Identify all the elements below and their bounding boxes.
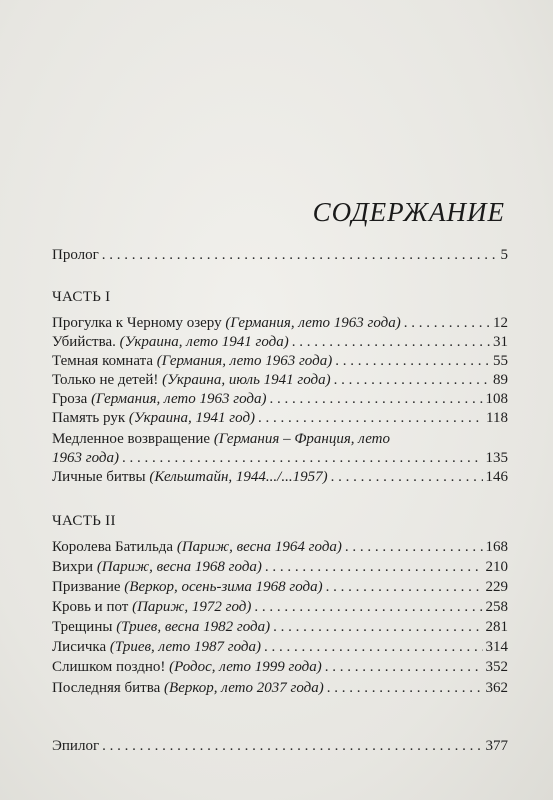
entry-page: 314 — [485, 639, 508, 655]
entry-title: Кровь и пот — [52, 599, 129, 615]
entry-note: (Германия, лето 1963 года) — [91, 391, 267, 407]
entry-note: (Триев, весна 1982 года) — [116, 619, 271, 635]
leader-dots — [345, 539, 483, 556]
entry-page: 229 — [485, 579, 508, 595]
leader-dots — [102, 247, 498, 264]
toc-entry — [52, 579, 508, 596]
toc-entry — [52, 469, 508, 486]
toc-entry — [52, 431, 508, 448]
entry-title: Прогулка к Черному озеру — [52, 315, 222, 331]
entry-page: 89 — [493, 372, 508, 388]
entry-title: Медленное возвращение — [52, 431, 211, 447]
entry-page: 258 — [485, 599, 508, 615]
entry-title: Пролог — [52, 247, 99, 263]
entry-title: Только не детей! — [52, 372, 159, 388]
part-2-label: ЧАСТЬ II — [52, 513, 116, 529]
toc-entry — [52, 353, 508, 370]
entry-note-continuation: 1963 года) — [52, 450, 119, 466]
part-1-label: ЧАСТЬ I — [52, 289, 111, 305]
leader-dots — [254, 599, 482, 616]
entry-title: Память рук — [52, 410, 126, 426]
leader-dots — [258, 410, 483, 427]
entry-title: Гроза — [52, 391, 88, 407]
entry-note: (Кельштайн, 1944.../...1957) — [149, 469, 328, 485]
entry-title: Призвание — [52, 579, 121, 595]
entry-page: 210 — [485, 559, 508, 575]
toc-entry — [52, 372, 508, 389]
entry-title: Последняя битва — [52, 680, 161, 696]
toc-entry — [52, 334, 508, 351]
entry-note: (Германия – Франция, лето — [213, 431, 391, 447]
leader-dots — [273, 619, 482, 636]
entry-note: (Украина, 1941 год) — [128, 410, 256, 426]
entry-page: 377 — [485, 738, 508, 754]
entry-page: 281 — [485, 619, 508, 635]
toc-entry — [52, 599, 508, 616]
entry-page: 118 — [486, 410, 508, 426]
entry-page: 55 — [493, 353, 508, 369]
entry-page: 31 — [493, 334, 508, 350]
entry-page: 362 — [485, 680, 508, 696]
entry-title: Темная комната — [52, 353, 154, 369]
toc-entry — [52, 659, 508, 676]
entry-title: Эпилог — [52, 738, 100, 754]
leader-dots — [334, 372, 490, 389]
leader-dots — [404, 315, 490, 332]
entry-page: 108 — [485, 391, 508, 407]
entry-note: (Веркор, лето 2037 года) — [164, 680, 324, 696]
leader-dots — [327, 680, 483, 697]
entry-note: (Германия, лето 1963 года) — [225, 315, 401, 331]
entry-page: 5 — [500, 247, 508, 263]
toc-entry-prologue — [52, 247, 508, 264]
leader-dots — [326, 579, 483, 596]
toc-entry — [52, 680, 508, 697]
entry-note: (Украина, июль 1941 года) — [162, 372, 331, 388]
entry-title: Слишком поздно! — [52, 659, 166, 675]
entry-title: Убийства. — [52, 334, 116, 350]
toc-entry — [52, 539, 508, 556]
toc-entry — [52, 559, 508, 576]
entry-note: (Веркор, осень-зима 1968 года) — [124, 579, 323, 595]
leader-dots — [122, 450, 483, 467]
entry-note: (Париж, весна 1964 года) — [176, 539, 342, 555]
toc-entry-epilogue — [52, 738, 508, 755]
entry-page: 352 — [485, 659, 508, 675]
leader-dots — [331, 469, 483, 486]
toc-entry — [52, 391, 508, 408]
toc-entry — [52, 410, 508, 427]
leader-dots — [264, 639, 483, 656]
entry-note: (Париж, 1972 год) — [132, 599, 252, 615]
leader-dots — [270, 391, 483, 408]
toc-heading: СОДЕРЖАНИЕ — [312, 197, 505, 227]
toc-entry — [52, 619, 508, 636]
entry-note: (Родос, лето 1999 года) — [169, 659, 322, 675]
entry-note: (Триев, лето 1987 года) — [109, 639, 261, 655]
entry-note: (Париж, весна 1968 года) — [96, 559, 262, 575]
leader-dots — [292, 334, 490, 351]
leader-dots — [325, 659, 483, 676]
entry-page: 135 — [485, 450, 508, 466]
entry-title: Личные битвы — [52, 469, 146, 485]
toc-entry-continuation — [52, 450, 508, 467]
entry-note: (Украина, лето 1941 года) — [119, 334, 289, 350]
entry-title: Лисичка — [52, 639, 107, 655]
entry-page: 168 — [485, 539, 508, 555]
toc-entry — [52, 639, 508, 656]
leader-dots — [102, 738, 482, 755]
entry-title: Трещины — [52, 619, 113, 635]
toc-entry — [52, 315, 508, 332]
entry-page: 146 — [485, 469, 508, 485]
entry-title: Королева Батильда — [52, 539, 174, 555]
entry-page: 12 — [493, 315, 508, 331]
leader-dots — [335, 353, 490, 370]
leader-dots — [265, 559, 483, 576]
entry-note: (Германия, лето 1963 года) — [156, 353, 333, 369]
entry-title: Вихри — [52, 559, 94, 575]
